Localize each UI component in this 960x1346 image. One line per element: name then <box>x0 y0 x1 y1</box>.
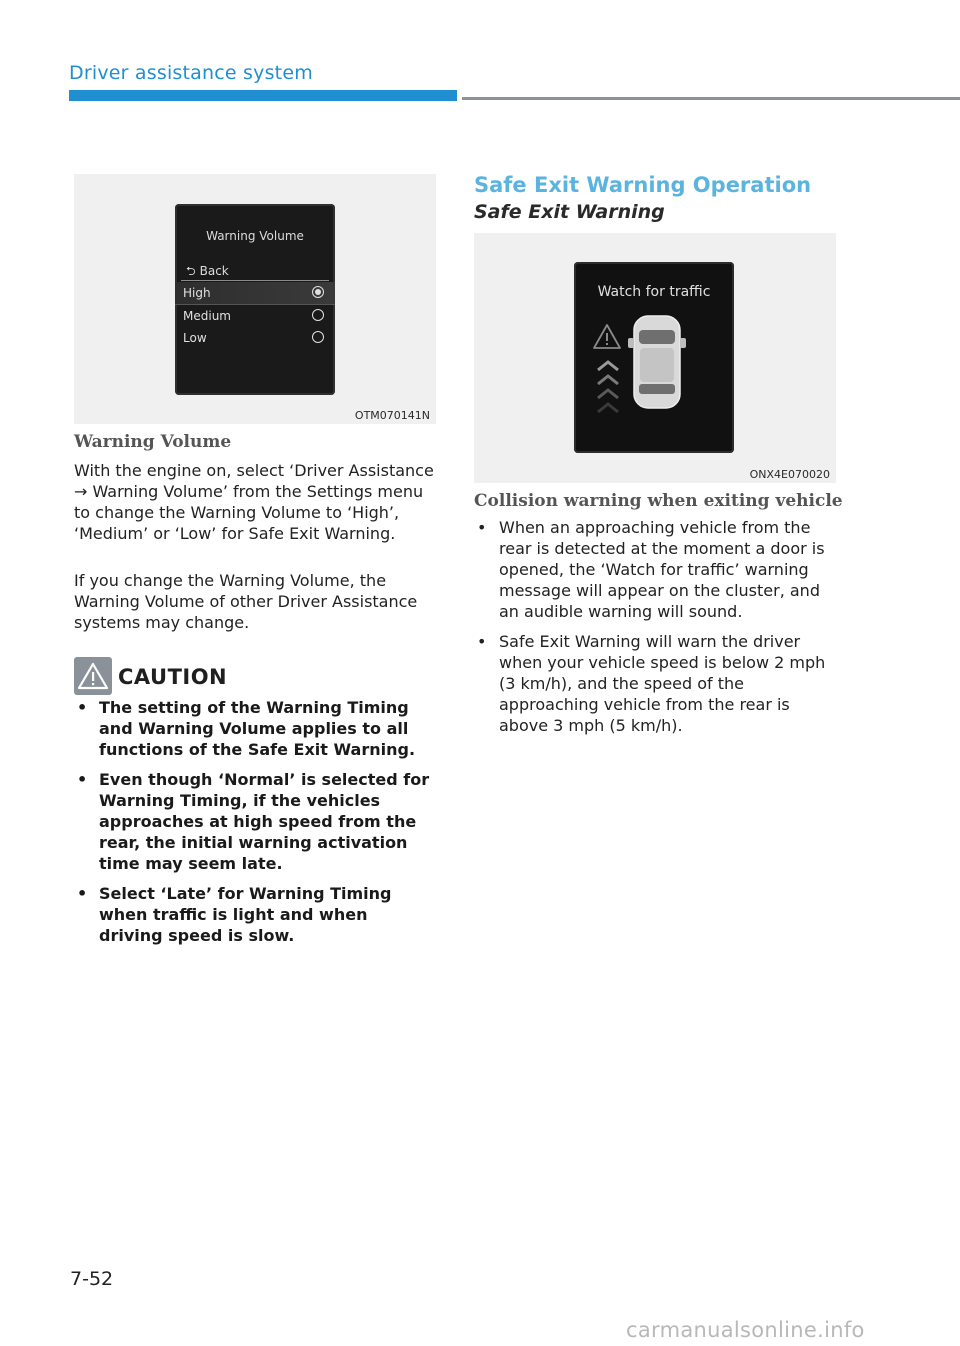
paragraph: With the engine on, select ‘Driver Assistance → Warning Volume’ from the Settings menu to change the Warning Volume to ‘High’, ‘Medium’ or ‘Low’ for Safe Exit Warning. <box>74 461 434 543</box>
screen-title: Warning Volume <box>206 229 304 243</box>
cluster-screen <box>175 204 335 395</box>
back-label: Back <box>199 264 229 278</box>
list-item: • When an approaching vehicle from the rear is detected at the moment a door is opened, the ‘Watch for traffic’ warning message will appear on the cluster, and an audible warning will sound. <box>474 517 834 622</box>
radio-empty-icon <box>312 309 324 321</box>
radio-empty-icon <box>312 331 324 343</box>
paragraph: If you change the Warning Volume, the Warning Volume of other Driver Assistance systems may change. <box>74 571 418 632</box>
caution-title: CAUTION <box>118 665 228 689</box>
list-item: • Even though ‘Normal’ is selected for Warning Timing, if the vehicles approaches at high speed from the rear, the initial warning activation time may seem late. <box>74 769 436 874</box>
watermark: carmanualsonline.info <box>626 1318 865 1342</box>
approach-chevrons-icon <box>596 358 620 424</box>
warning-triangle-icon <box>74 657 112 695</box>
heading-safe-exit-operation: Safe Exit Warning Operation <box>474 173 812 197</box>
subheading-warning-volume: Warning Volume <box>74 432 232 452</box>
header-accent-bar <box>69 90 457 101</box>
caution-list <box>74 697 436 955</box>
list-item: • Safe Exit Warning will warn the driver when your vehicle speed is below 2 mph (3 km/h), and the speed of the approaching vehicle from the rear is above 3 mph (5 km/h). <box>474 631 834 736</box>
option-label: Medium <box>183 309 231 323</box>
right-bullet-list <box>474 517 834 745</box>
section-title: Driver assistance system <box>69 62 313 84</box>
subheading-safe-exit: Safe Exit Warning <box>474 201 665 223</box>
figure-code: ONX4E070020 <box>749 468 830 481</box>
option-low <box>175 327 335 349</box>
watch-for-traffic-figure <box>474 233 836 483</box>
header-rule <box>462 97 960 100</box>
option-label: High <box>183 286 211 300</box>
option-medium <box>175 305 335 327</box>
radio-selected-icon <box>312 286 324 298</box>
list-item: • Select ‘Late’ for Warning Timing when traffic is light and when driving speed is slow. <box>74 883 436 946</box>
screen-divider <box>181 280 329 281</box>
warning-triangle-icon <box>592 322 622 352</box>
subheading-collision-warning: Collision warning when exiting vehicle <box>474 491 843 511</box>
screen-title: Watch for traffic <box>597 284 711 300</box>
page-number: 7-52 <box>70 1268 114 1290</box>
return-arrow-icon: ⮌ <box>186 264 196 278</box>
option-label: Low <box>183 331 207 345</box>
option-high <box>175 282 335 305</box>
cluster-screen <box>574 262 734 453</box>
car-top-view-icon <box>626 312 688 412</box>
warning-volume-figure <box>74 174 436 424</box>
list-item: • The setting of the Warning Timing and Warning Volume applies to all functions of the Safe Exit Warning. <box>74 697 436 760</box>
figure-code: OTM070141N <box>354 409 430 422</box>
